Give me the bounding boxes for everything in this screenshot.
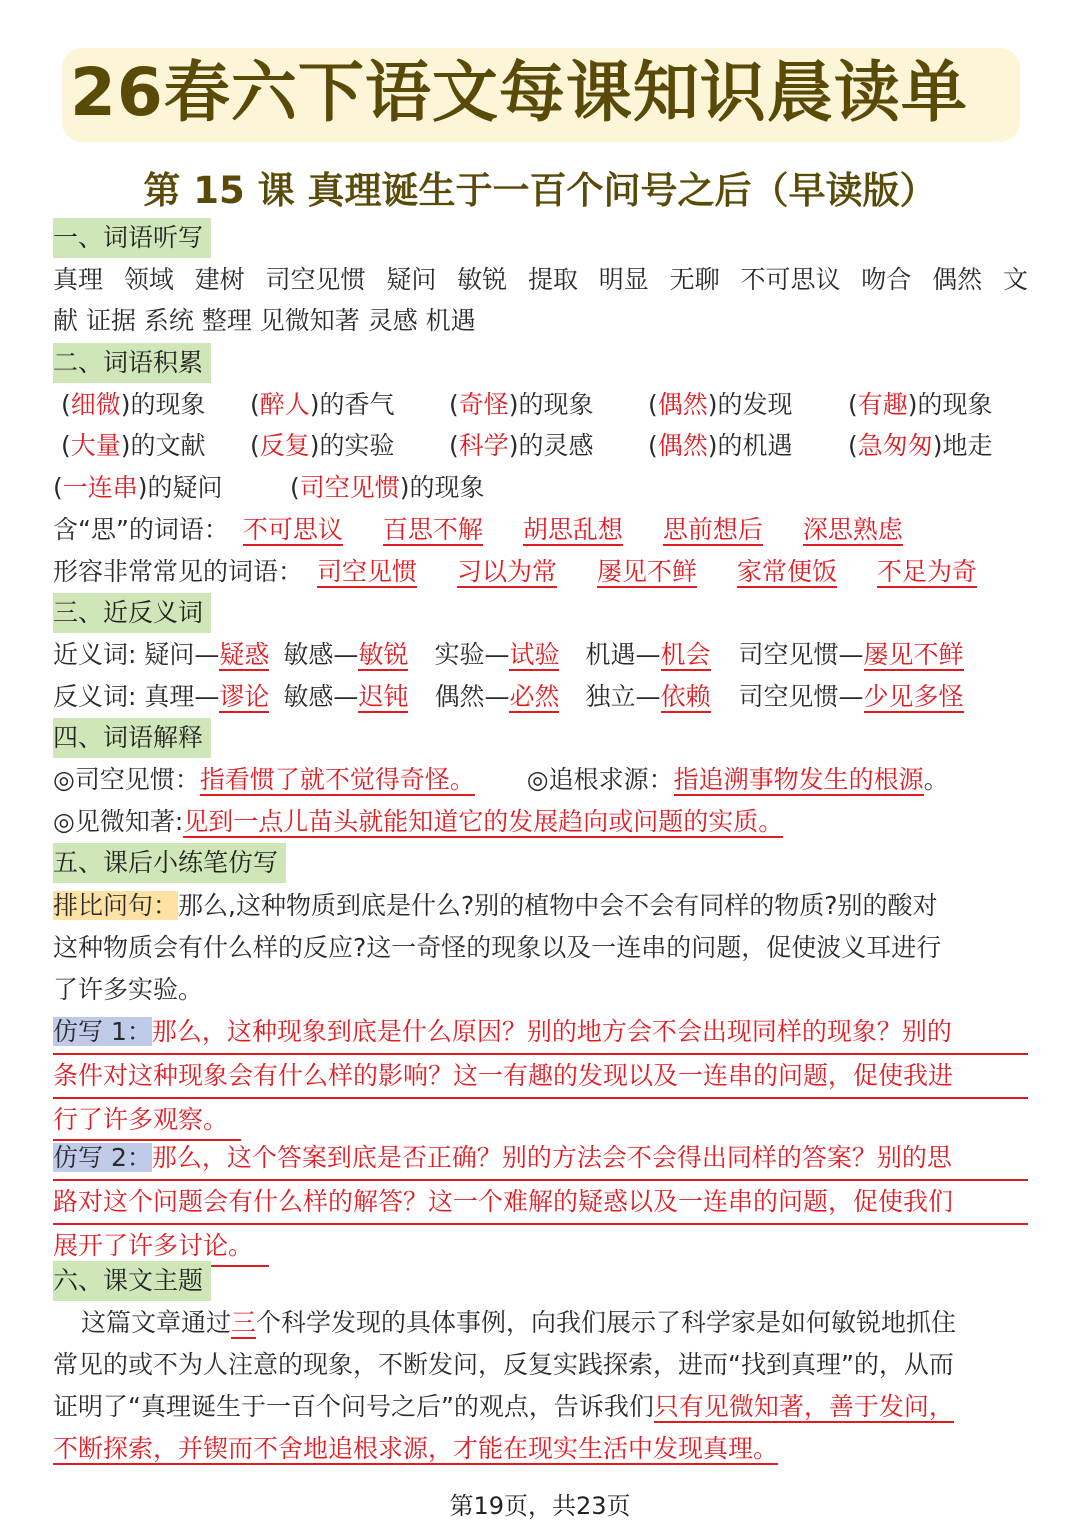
phrase-item: (科学)的灵感 [449,431,594,460]
dictation-word: 疑问 [386,265,437,294]
page-number: 第19页，共23页 [449,1492,631,1520]
synonym-answer: 屡见不鲜 [863,640,964,669]
antonym-word: 独立— [585,682,661,711]
explain-term-2: ◎追根求源： [526,765,674,794]
explain-end-2: 。 [923,765,949,794]
dictation-word: 建树 [194,265,245,294]
explain-line-1 [53,760,1028,800]
phrase-item: (司空见惯)的现象 [290,473,485,502]
phrase-answer: 急匆匆 [857,431,933,460]
phrase-tail: 的现象 [917,390,993,419]
explain-def-3: 见到一点儿苗头就能知道它的发展趋向或问题的实质。 [183,807,784,836]
si-word-answer: 深思熟虑 [802,515,903,544]
si-word-answer: 胡思乱想 [522,515,623,544]
antonym-answer: 谬论 [219,682,270,711]
theme-line-2: 常见的或不为人注意的现象，不断发问，反复实践探索，进而“找到真理”的，从而 [53,1350,954,1379]
phrase-tail: 的现象 [409,473,485,502]
phrase-answer: 反复 [259,431,310,460]
dictation-line-1 [53,260,1028,300]
antonym-answer: 依赖 [660,682,711,711]
si-label: 含“思”的词语： [53,515,229,544]
phrase-tail: 的现象 [518,390,594,419]
phrase-item: (奇怪)的现象 [449,390,594,419]
phrase-answer: 大量 [70,431,121,460]
phrase-item: (反复)的实验 [250,431,395,460]
imitation-1-line-1: 那么，这种现象到底是什么原因？别的地方会不会出现同样的现象？别的 [151,1017,952,1046]
theme-line-1b: 个科学发现的具体事例，向我们展示了科学家是如何敏锐地抓住 [256,1308,957,1337]
phrase-tail: 的发现 [717,390,793,419]
phrase-tail: 的疑问 [147,473,223,502]
dictation-word: 领域 [123,265,174,294]
antonym-word: 偶然— [434,682,510,711]
synonym-answer: 敏锐 [358,640,409,669]
synonym-word: 司空见惯— [738,640,864,669]
phrase-item: (一连串)的疑问 [53,473,223,502]
phrase-answer: 醉人 [259,390,310,419]
phrase-tail: 的文献 [130,431,206,460]
phrase-answer: 偶然 [657,431,708,460]
phrase-item: (有趣)的现象 [848,390,993,419]
phrase-tail: 的现象 [130,390,206,419]
explain-def-1: 指看惯了就不觉得奇怪。 [199,765,475,794]
imitation-1 [53,1011,1028,1141]
explain-def-2: 指追溯事物发生的根源 [673,765,924,794]
common-word-answer: 习以为常 [456,557,557,586]
common-word-answer: 屡见不鲜 [597,557,698,586]
antonyms-label: 反义词: [53,682,137,711]
dictation-word: 司空见惯 [265,265,366,294]
synonym-word: 机遇— [585,640,661,669]
common-word-answer: 家常便饭 [737,557,838,586]
phrase-item: (偶然)的发现 [648,390,793,419]
page-title: 26春六下语文每课知识晨读单 [70,54,968,131]
synonym-word: 敏感— [283,640,359,669]
synonym-word: 实验— [434,640,510,669]
phrase-answer: 细微 [70,390,121,419]
common-words-line [53,552,1028,592]
synonym-answer: 试验 [509,640,560,669]
imitation-1-line-3: 行了许多观察。 [53,1099,241,1141]
explain-term-3: ◎见微知著: [53,807,184,836]
phrase-tail: 的灵感 [518,431,594,460]
phrase-answer: 科学 [458,431,509,460]
explain-line-2 [53,802,1028,842]
dictation-word: 吻合 [861,265,912,294]
theme-number: 三 [231,1308,257,1337]
phrase-answer: 奇怪 [458,390,509,419]
theme-line-1a: 这篇文章通过 [81,1308,232,1337]
practice-line-1: 那么,这种物质到底是什么?别的植物中会不会有同样的物质?别的酸对 [178,891,938,920]
dictation-word: 偶然 [932,265,983,294]
imitation-1-line-2: 条件对这种现象会有什么样的影响？这一有趣的发现以及一连串的问题，促使我进 [53,1055,1028,1099]
common-word-answer: 司空见惯 [316,557,417,586]
imitation-2-line-2: 路对这个问题会有什么样的解答？这一个难解的疑惑以及一连串的问题，促使我们 [53,1181,1028,1225]
imitation-2-tag: 仿写 2： [53,1143,152,1172]
theme-paragraph [53,1302,1028,1470]
theme-line-3a: 证明了“真理诞生于一百个问号之后”的观点，告诉我们 [53,1392,654,1421]
imitation-1-tag: 仿写 1： [53,1017,152,1046]
phrase-answer: 有趣 [857,390,908,419]
antonym-word: 真理— [144,682,220,711]
phrase-answer: 司空见惯 [299,473,400,502]
synonym-answer: 机会 [660,640,711,669]
practice-line-3: 了许多实验。 [53,975,204,1004]
dictation-word: 提取 [527,265,578,294]
section-heading-synonyms: 三、近反义词 [53,593,211,633]
imitation-2-line-1: 那么，这个答案到底是否正确？别的方法会不会得出同样的答案？别的思 [151,1143,952,1172]
parallel-question-text [53,885,1028,1011]
lesson-subtitle: 第 15 课 真理诞生于一百个问号之后（早读版） [143,169,937,212]
section-heading-vocab: 二、词语积累 [53,343,211,383]
synonym-answer: 疑惑 [219,640,270,669]
theme-line-3-red: 只有见微知著，善于发问， [653,1392,954,1421]
synonyms-line [53,635,1028,675]
dictation-word: 文 [1002,265,1028,294]
imitation-2 [53,1137,1028,1267]
synonym-word: 疑问— [144,640,220,669]
dictation-word: 明显 [598,265,649,294]
practice-line-2: 这种物质会有什么样的反应?这一奇怪的现象以及一连串的问题，促使波义耳进行 [53,933,942,962]
dictation-word: 真理 [53,265,104,294]
section-heading-explain: 四、词语解释 [53,718,211,758]
phrase-answer: 一连串 [62,473,138,502]
phrase-item: (大量)的文献 [61,431,206,460]
dictation-word: 无聊 [669,265,720,294]
si-word-answer: 思前想后 [662,515,763,544]
theme-line-4: 不断探索，并锲而不舍地追根求源，才能在现实生活中发现真理。 [53,1434,779,1463]
section-heading-dictation: 一、词语听写 [53,218,211,258]
antonym-answer: 少见多怪 [863,682,964,711]
synonyms-label: 近义词: [53,640,137,669]
antonyms-line [53,677,1028,717]
phrase-tail: 的香气 [319,390,395,419]
phrase-item: (偶然)的机遇 [648,431,793,460]
phrase-answer: 偶然 [657,390,708,419]
dictation-word: 敏锐 [457,265,508,294]
phrase-tail: 的实验 [319,431,395,460]
antonym-word: 司空见惯— [738,682,864,711]
explain-term-1: ◎司空见惯： [53,765,200,794]
si-word-answer: 不可思议 [242,515,343,544]
antonym-answer: 迟钝 [358,682,409,711]
imitation-2-line-3: 展开了许多讨论。 [53,1225,269,1267]
phrase-tail: 的机遇 [717,431,793,460]
common-word-answer: 不足为奇 [877,557,978,586]
phrase-item: (醉人)的香气 [250,390,395,419]
antonym-word: 敏感— [283,682,359,711]
parallel-question-tag: 排比问句： [53,891,179,920]
antonym-answer: 必然 [509,682,560,711]
phrase-item: (细微)的现象 [61,390,206,419]
si-word-answer: 百思不解 [382,515,483,544]
section-heading-practice: 五、课后小练笔仿写 [53,843,286,883]
phrase-item: (急匆匆)地走 [848,431,993,460]
section-heading-theme: 六、课文主题 [53,1261,211,1301]
dictation-word: 不可思议 [740,265,841,294]
dictation-line-2: 献 证据 系统 整理 见微知著 灵感 机遇 [53,306,476,335]
common-label: 形容非常常见的词语： [53,557,304,586]
phrase-tail: 地走 [942,431,993,460]
si-words-line [53,510,1028,550]
